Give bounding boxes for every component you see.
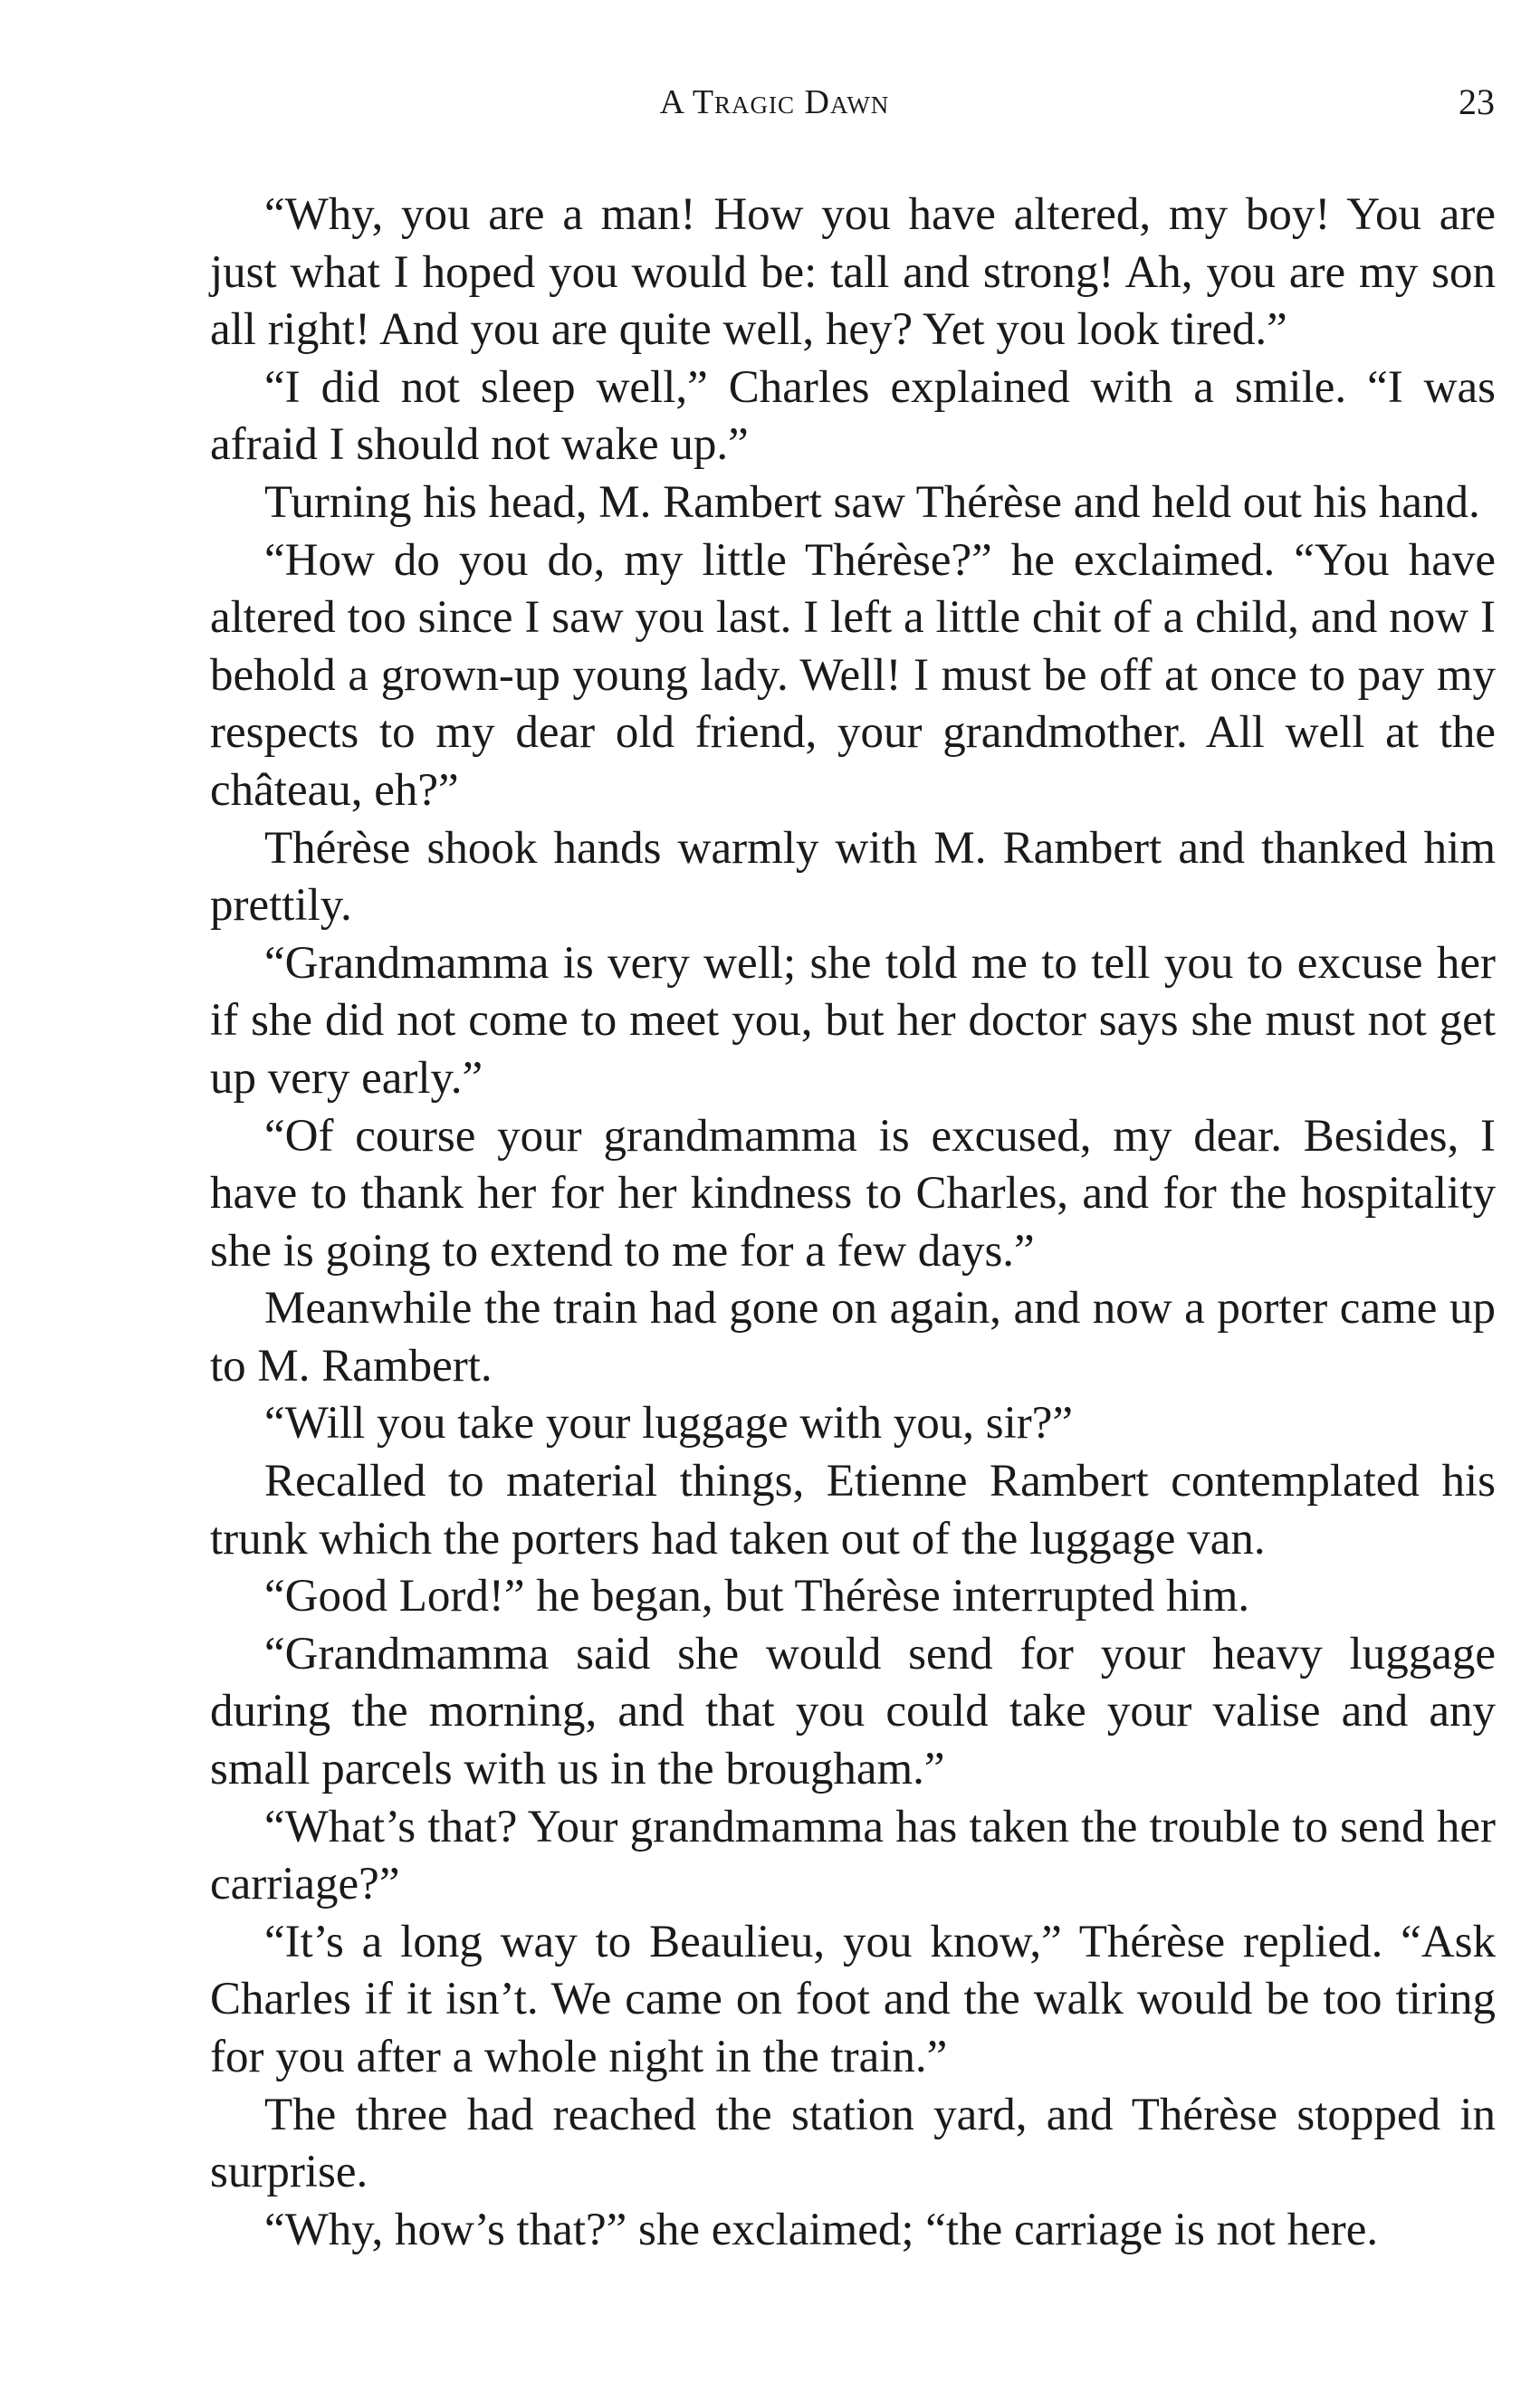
paragraph: Turning his head, M. Rambert saw Thérèse and held out his hand. bbox=[264, 476, 1480, 528]
running-title: A Tragic Dawn bbox=[659, 83, 890, 121]
paragraph: “Of course your grandmamma is excused, my dear. Besides, I have to thank her for her kindness to Charles, and for the hospitality she is going to extend to me for a few days.” bbox=[210, 1110, 1496, 1277]
paragraph: “Grandmamma said she would send for your heavy luggage during the morning, and that you could take your valise and any small parcels with us in the brougham.” bbox=[210, 1628, 1496, 1795]
paragraph: Recalled to material things, Etienne Rambert contemplated his trunk which the porters had taken out of the luggage van. bbox=[210, 1456, 1496, 1565]
paragraph: “Why, you are a man! How you have altered, my boy! You are just what I hoped you would be: tall and strong! Ah, you are my son all right! And you are quite well, hey? Yet you look tired.” bbox=[210, 189, 1496, 356]
paragraph: “Good Lord!” he began, but Thérèse interrupted him. bbox=[264, 1571, 1250, 1622]
paragraph: “What’s that? Your grandmamma has taken the trouble to send her carriage?” bbox=[210, 1801, 1496, 1910]
paragraph: “Grandmamma is very well; she told me to tell you to excuse her if she did not come to meet you, but her doctor says she must not get up very early.” bbox=[210, 937, 1496, 1104]
paragraph: “How do you do, my little Thérèse?” he exclaimed. “You have altered too since I saw you last. I left a little chit of a child, and now I behold a grown-up young lady. Well! I must be off at once to pay my respects to my dear old friend, your grandmother. All well at the château, eh?” bbox=[210, 534, 1496, 816]
page-header bbox=[0, 71, 1540, 134]
paragraph: “Why, how’s that?” she exclaimed; “the carriage is not here. bbox=[264, 2204, 1379, 2255]
page-number: 23 bbox=[1459, 81, 1495, 122]
paragraph: “It’s a long way to Beaulieu, you know,” Thérèse replied. “Ask Charles if it isn’t. We came on foot and the walk would be too tiring for you after a whole night in the train.” bbox=[210, 1916, 1496, 2082]
paragraph: Meanwhile the train had gone on again, and now a porter came up to M. Rambert. bbox=[210, 1283, 1496, 1392]
paragraph: The three had reached the station yard, and Thérèse stopped in surprise. bbox=[210, 2089, 1496, 2198]
paragraph: “Will you take your luggage with you, sir?” bbox=[264, 1398, 1074, 1450]
paragraph: “I did not sleep well,” Charles explained with a smile. “I was afraid I should not wake up.” bbox=[210, 361, 1496, 471]
paragraph: Thérèse shook hands warmly with M. Rambert and thanked him prettily. bbox=[210, 822, 1496, 932]
body-text bbox=[210, 187, 1496, 2259]
